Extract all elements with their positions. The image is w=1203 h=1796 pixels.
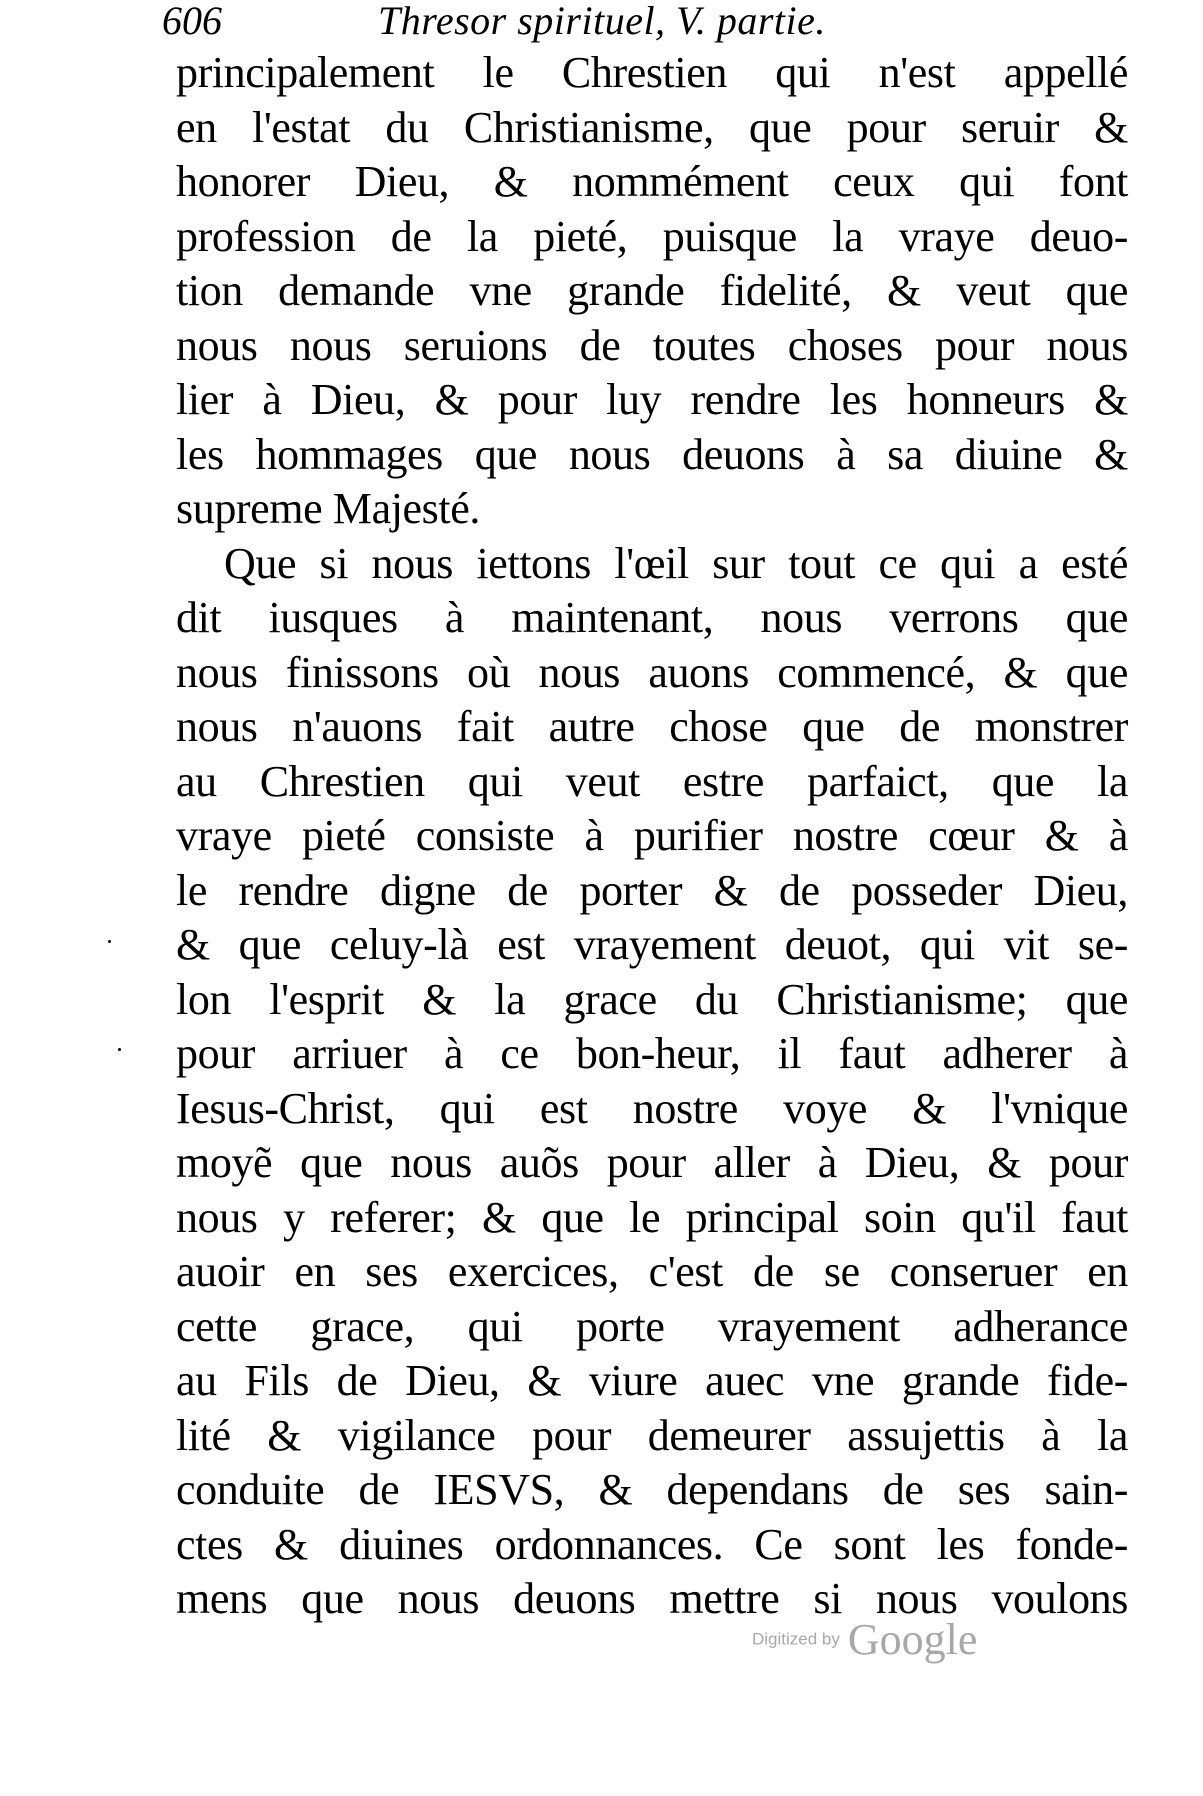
- running-title: Thresor spirituel, V. partie.: [378, 0, 826, 43]
- text-line: lon l'esprit & la grace du Christianisme; que: [176, 974, 1128, 1024]
- page-header: [162, 0, 982, 46]
- text-line: ctes & diuines ordonnances. Ce sont les fonde-: [176, 1519, 1128, 1569]
- text-line-paragraph-end: supreme Majesté.: [176, 484, 480, 533]
- text-line: lier à Dieu, & pour luy rendre les honneurs &: [176, 375, 1128, 424]
- text-line: au Chrestien qui veut estre parfaict, que la: [176, 756, 1128, 806]
- text-line: nous y referer; & que le principal soin qu'il faut: [176, 1192, 1128, 1242]
- text-line: honorer Dieu, & nommément ceux qui font: [176, 157, 1128, 206]
- text-line: nous nous seruions de toutes choses pour nous: [176, 320, 1128, 370]
- text-line: au Fils de Dieu, & viure auec vne grande fide-: [176, 1356, 1128, 1405]
- text-line: cette grace, qui porte vrayement adherance: [176, 1301, 1128, 1351]
- text-line: nous finissons où nous auons commencé, & que: [176, 647, 1128, 697]
- text-line: les hommages que nous deuons à sa diuine &: [176, 429, 1128, 479]
- text-line: & que celuy-là est vrayement deuot, qui vit se-: [176, 920, 1128, 969]
- text-line: pour arriuer à ce bon-heur, il faut adherer à: [176, 1029, 1128, 1078]
- text-line: vraye pieté consiste à purifier nostre cœur & à: [176, 811, 1128, 860]
- page-number: 606: [162, 0, 222, 43]
- watermark-prefix: Digitized by: [752, 1629, 840, 1649]
- body-text: [176, 46, 1128, 1627]
- text-line: mens que nous deuons mettre si nous voulons: [176, 1574, 1128, 1623]
- google-logo: Google: [847, 1615, 978, 1664]
- margin-speck: [118, 1048, 121, 1051]
- digitized-watermark: [752, 1614, 977, 1665]
- text-line: dit iusques à maintenant, nous verrons que: [176, 593, 1128, 642]
- text-line: principalement le Chrestien qui n'est appellé: [176, 48, 1128, 97]
- text-line-paragraph-start: Que si nous iettons l'œil sur tout ce qui a esté: [224, 538, 1128, 588]
- text-line: le rendre digne de porter & de posseder Dieu,: [176, 865, 1128, 915]
- text-line: auoir en ses exercices, c'est de se conseruer en: [176, 1247, 1128, 1296]
- margin-speck: [108, 940, 111, 943]
- text-line: profession de la pieté, puisque la vraye deuo-: [176, 211, 1128, 261]
- text-line: conduite de IESVS, & dependans de ses sain-: [176, 1465, 1128, 1514]
- text-line: lité & vigilance pour demeurer assujettis à la: [176, 1410, 1128, 1460]
- text-line: Iesus-Christ, qui est nostre voye & l'vnique: [176, 1083, 1128, 1133]
- text-line: tion demande vne grande fidelité, & veut que: [176, 266, 1128, 315]
- text-line: moyẽ que nous auõs pour aller à Dieu, & pour: [176, 1138, 1128, 1187]
- text-line: en l'estat du Christianisme, que pour seruir &: [176, 102, 1128, 152]
- text-line: nous n'auons fait autre chose que de monstrer: [176, 702, 1128, 751]
